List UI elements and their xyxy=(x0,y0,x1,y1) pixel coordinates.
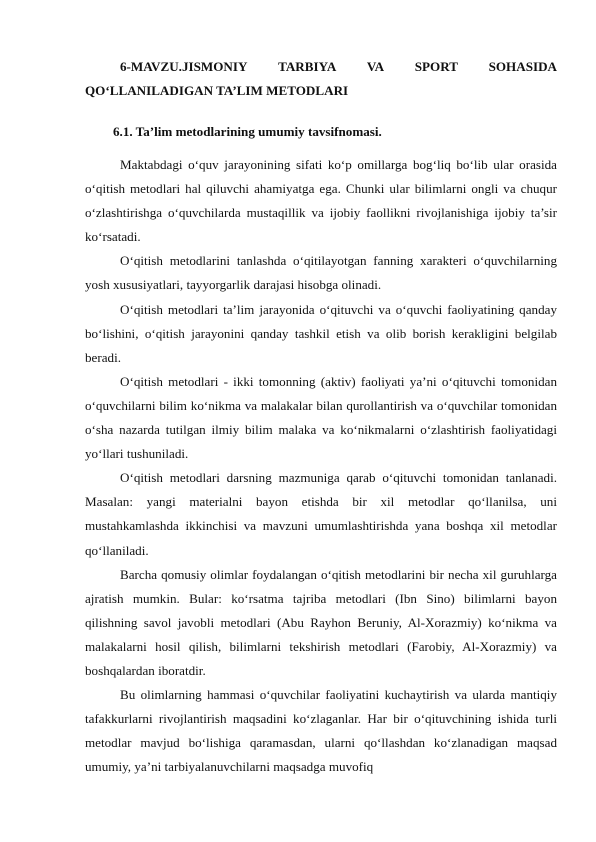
title-word: SPORT xyxy=(414,59,458,74)
paragraph: O‘qitish metodlari darsning mazmuniga qarab o‘qituvchi tomonidan tanlanadi. Masalan: yangi materialni bayon etishda bir xil metodlar qo‘llanilsa, uni mustahkamlashda ikkinchisi va mavzuni umumlashtirishda yana boshqa xil metodlar qo‘llaniladi. xyxy=(85,470,557,558)
paragraph: O‘qitish metodlarini tanlashda o‘qitilayotgan fanning xarakteri o‘quvchilarning yosh xususiyatlari, tayyorgarlik darajasi hisobga olinadi. xyxy=(85,253,557,293)
title-word: VA xyxy=(366,59,385,74)
document-title-line-1 xyxy=(85,55,557,79)
document-title-line-2: QO‘LLANILADIGAN TA’LIM METODLARI xyxy=(85,83,349,98)
paragraph: O‘qitish metodlari ta’lim jarayonida o‘qituvchi va o‘quvchi faoliyatining qanday bo‘lishini, o‘qitish jarayonini qanday tashkil etish va olib borish kerakligini belgilab beradi. xyxy=(85,301,557,365)
paragraph: Barcha qomusiy olimlar foydalangan o‘qitish metodlarini bir necha xil guruhlarga ajratish mumkin. Bular: ko‘rsatma tajriba metodlari (Ibn Sino) bilimlarni bayon qilishning savol javobli metodlari (Abu Rayhon Beruniy, Al-Xorazmiy) ko‘nikma va malakalarni hosil qilish, bilimlarni tekshirish metodlari (Farobiy, Al-Xorazmiy) va boshqalardan iboratdir. xyxy=(85,566,557,678)
title-word: 6-MAVZU.JISMONIY xyxy=(120,59,248,74)
body-text xyxy=(85,153,557,779)
paragraph: O‘qitish metodlari - ikki tomonning (aktiv) faoliyati ya’ni o‘qituvchi tomonidan o‘quvchilarni bilim ko‘nikma va malakalar bilan qurollantirish va o‘quvchilar tomonidan o‘sha nazarda tutilgan ilmiy bilim malaka va ko‘nikmalarni o‘zlashtirish faoliyatidagi yo‘llari tushuniladi. xyxy=(85,373,557,462)
paragraph: Maktabdagi o‘quv jarayonining sifati ko‘p omillarga bog‘liq bo‘lib ular orasida o‘qitish metodlari hal qiluvchi ahamiyatga ega. Chunki ular bilimlarni ongli va chuqur o‘zlashtirishga o‘quvchilarda mustaqillik va ijobiy faollikni rivojlanishiga ijobiy ta’sir ko‘rsatadi. xyxy=(85,157,557,245)
title-word: TARBIYA xyxy=(278,59,337,74)
document-page xyxy=(85,55,557,779)
section-heading: 6.1. Ta’lim metodlarining umumiy tavsifnomasi. xyxy=(113,124,382,139)
title-word: SOHASIDA xyxy=(488,59,557,74)
paragraph: Bu olimlarning hammasi o‘quvchilar faoliyatini kuchaytirish va ularda mantiqiy tafakkurlarni rivojlantirish maqsadini ko‘zlaganlar. Har bir o‘qituvchining ishida turli metodlar mavjud bo‘lishiga qaramasdan, ularni qo‘llashdan ko‘zlanadigan maqsad umumiy, ya’ni tarbiyalanuvchilarni maqsadga muvofiq xyxy=(85,687,557,775)
